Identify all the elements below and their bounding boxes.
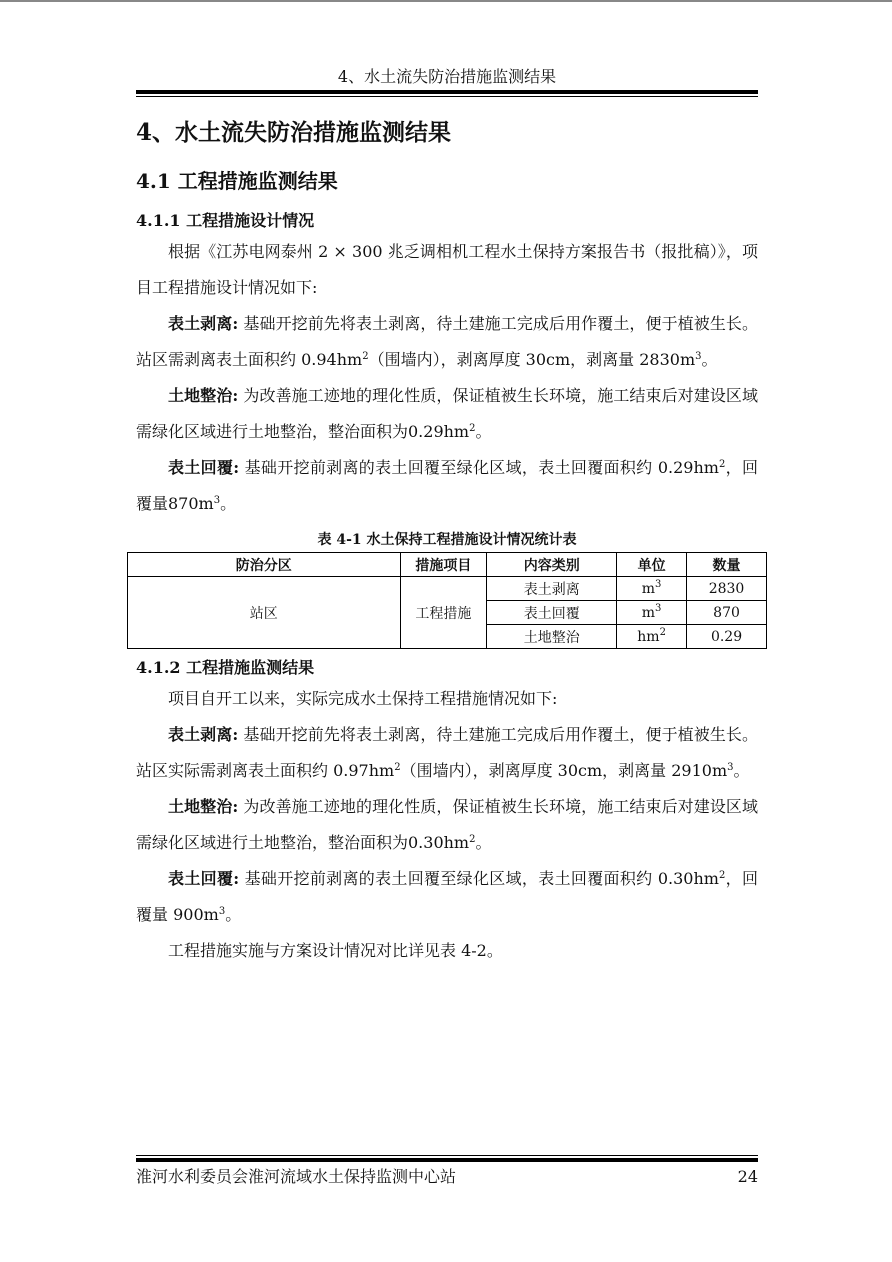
cell-quantity: 2830 <box>687 577 767 601</box>
design-topsoil-strip-sup-b: 3 <box>695 351 702 362</box>
cell-unit <box>617 577 687 601</box>
cell-unit-sup: 3 <box>655 578 662 590</box>
header-quantity: 数量 <box>687 553 767 577</box>
cell-quantity: 870 <box>687 601 767 625</box>
design-land-label: 土地整治: <box>168 386 239 405</box>
cell-unit-base: m <box>641 580 656 597</box>
design-topsoil-strip-sup-a: 2 <box>362 351 369 362</box>
design-cover-text-b: ，回覆量870m <box>136 458 758 513</box>
header-rule-thick <box>136 90 758 94</box>
monitor-intro-paragraph: 项目自开工以来，实际完成水土保持工程措施情况如下: <box>168 689 558 708</box>
page-top-border <box>0 0 892 2</box>
monitor-topsoil-strip-sup-b: 3 <box>727 762 734 773</box>
cell-unit-sup: 3 <box>655 602 662 614</box>
page-footer <box>136 1165 758 1189</box>
cell-content: 表土剥离 <box>487 577 617 601</box>
section-4-1-1-title: 4.1.1 工程措施设计情况 <box>136 211 315 230</box>
monitor-cover-text-a: 基础开挖前剥离的表土回覆至绿化区域，表土回覆面积约 0.30hm <box>239 869 719 888</box>
footer-rule-thin <box>136 1155 758 1156</box>
header-rule-thin <box>136 96 758 97</box>
design-intro-paragraph: 根据《江苏电网泰州 2 × 300 兆乏调相机工程水土保持方案报告书（报批稿）》，项目工程措施设计情况如下: <box>136 242 758 297</box>
design-cover-sup-b: 3 <box>213 495 221 506</box>
cell-content: 土地整治 <box>487 625 617 649</box>
header-zone: 防治分区 <box>128 553 401 577</box>
design-land-text-b: 。 <box>475 422 492 441</box>
chapter-title: 4、水土流失防治措施监测结果 <box>136 119 452 146</box>
cell-unit-base: m <box>641 604 656 621</box>
monitor-cover-label: 表土回覆: <box>168 869 240 888</box>
design-topsoil-strip-text-c: 。 <box>701 350 718 369</box>
header-measure: 措施项目 <box>400 553 487 577</box>
monitor-cover-sup-a: 2 <box>718 870 726 881</box>
monitor-topsoil-strip-paragraph <box>136 717 758 789</box>
cell-quantity: 0.29 <box>687 625 767 649</box>
header-content: 内容类别 <box>487 553 617 577</box>
monitor-land-paragraph <box>136 789 758 861</box>
cell-zone: 站区 <box>128 577 401 649</box>
section-4-1-title: 4.1 工程措施监测结果 <box>136 169 338 193</box>
cell-unit-base: hm <box>637 628 660 645</box>
running-header: 4、水土流失防治措施监测结果 <box>337 67 557 86</box>
header-unit: 单位 <box>617 553 687 577</box>
footer-rule-thick <box>136 1158 758 1162</box>
monitor-land-label: 土地整治: <box>168 797 239 816</box>
closing-paragraph: 工程措施实施与方案设计情况对比详见表 4-2。 <box>168 941 503 960</box>
monitor-cover-text-c: 。 <box>225 905 242 924</box>
section-4-1-2-title: 4.1.2 工程措施监测结果 <box>136 658 315 677</box>
design-topsoil-strip-label: 表土剥离: <box>168 314 239 333</box>
monitor-land-text-b: 。 <box>475 833 492 852</box>
monitor-topsoil-strip-text-a: 基础开挖前先将表土剥离，待土建施工完成后用作覆土，便于植被生长。站区实际需剥离表土面积约 0.97hm <box>136 725 758 780</box>
monitor-topsoil-strip-text-c: 。 <box>733 761 750 780</box>
design-topsoil-strip-text-a: 基础开挖前先将表土剥离，待土建施工完成后用作覆土，便于植被生长。站区需剥离表土面积约 0.94hm <box>136 314 758 369</box>
design-table <box>127 552 767 649</box>
cell-measure: 工程措施 <box>400 577 487 649</box>
table-row <box>128 577 767 601</box>
table-4-1-caption: 表 4-1 水土保持工程措施设计情况统计表 <box>317 532 577 548</box>
design-land-text-a: 为改善施工迹地的理化性质，保证植被生长环境，施工结束后对建设区域需绿化区域进行土地整治，整治面积为0.29hm <box>136 386 758 441</box>
document-body <box>136 114 758 969</box>
design-land-sup: 2 <box>469 423 476 434</box>
cell-unit <box>617 601 687 625</box>
design-cover-label: 表土回覆: <box>168 458 240 477</box>
footer-organization: 淮河水利委员会淮河流域水土保持监测中心站 <box>136 1167 457 1186</box>
design-cover-sup-a: 2 <box>718 459 726 470</box>
page-number: 24 <box>737 1167 758 1186</box>
monitor-land-sup: 2 <box>469 834 476 845</box>
monitor-cover-sup-b: 3 <box>218 906 226 917</box>
cell-unit-sup: 2 <box>659 626 666 638</box>
cell-unit <box>617 625 687 649</box>
design-topsoil-strip-paragraph <box>136 306 758 378</box>
monitor-topsoil-strip-text-b: （围墙内），剥离厚度 30cm，剥离量 2910m <box>400 761 728 780</box>
monitor-topsoil-strip-sup-a: 2 <box>394 762 401 773</box>
design-cover-paragraph <box>136 450 758 522</box>
design-cover-text-c: 。 <box>220 494 237 513</box>
monitor-topsoil-strip-label: 表土剥离: <box>168 725 239 744</box>
monitor-cover-paragraph <box>136 861 758 933</box>
design-topsoil-strip-text-b: （围墙内），剥离厚度 30cm，剥离量 2830m <box>368 350 696 369</box>
cell-content: 表土回覆 <box>487 601 617 625</box>
design-land-paragraph <box>136 378 758 450</box>
monitor-cover-text-b: ，回覆量 900m <box>136 869 758 924</box>
table-header-row <box>128 553 767 577</box>
monitor-land-text-a: 为改善施工迹地的理化性质，保证植被生长环境，施工结束后对建设区域需绿化区域进行土地整治，整治面积为0.30hm <box>136 797 758 852</box>
design-cover-text-a: 基础开挖前剥离的表土回覆至绿化区域，表土回覆面积约 0.29hm <box>239 458 719 477</box>
